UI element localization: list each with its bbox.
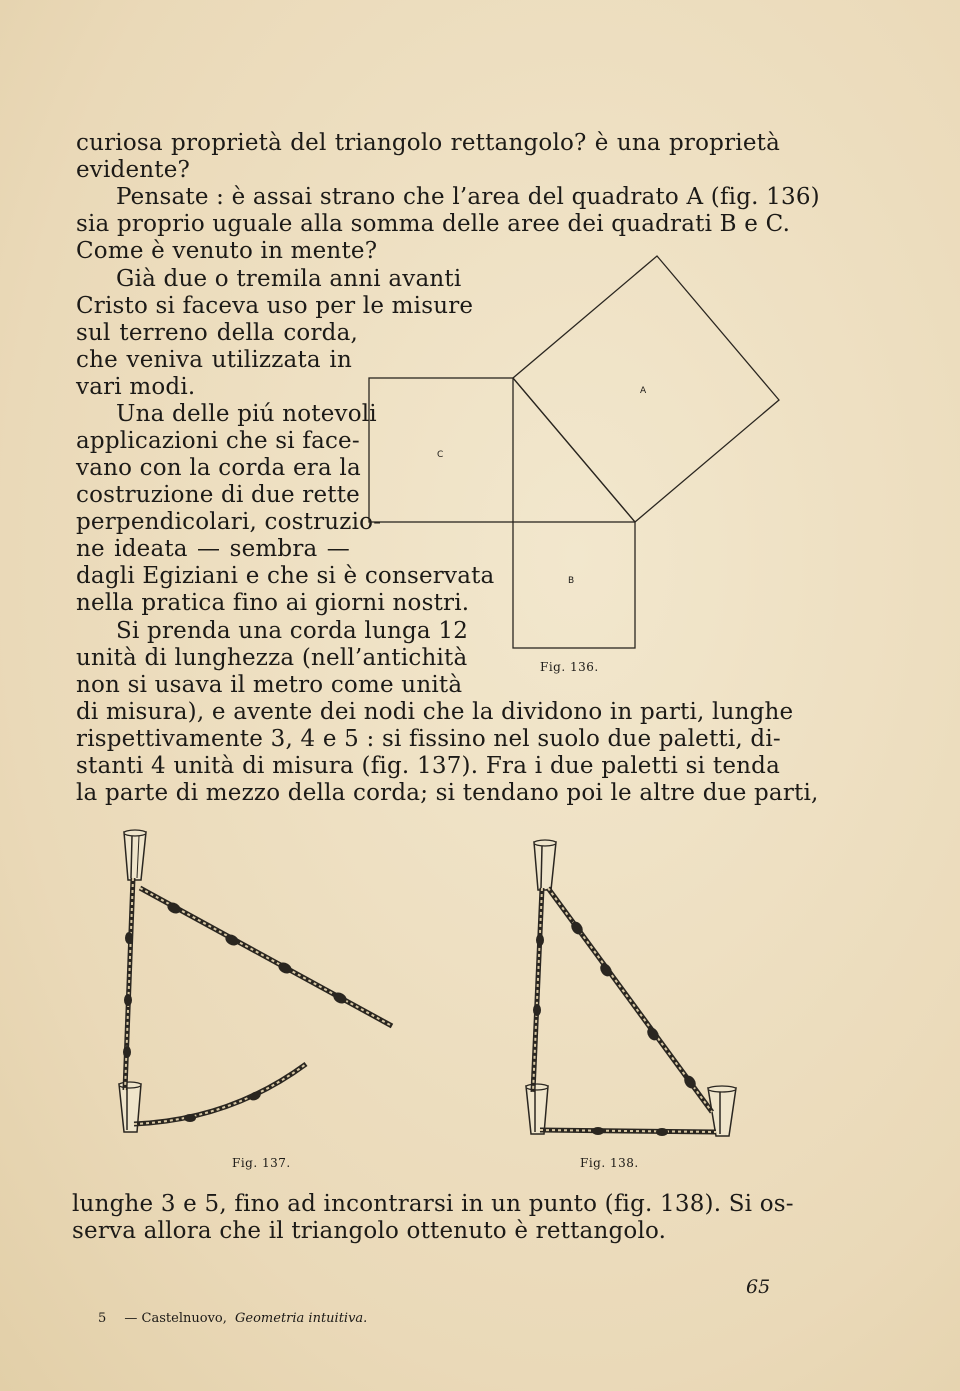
- text-line: ne ideata — sembra —: [76, 536, 350, 562]
- text-line: sia proprio uguale alla somma delle aree dei quadrati B e C.: [76, 211, 791, 237]
- text-line: Già due o tremila anni avanti: [116, 266, 462, 292]
- footer-author: — Castelnuovo,: [124, 1311, 227, 1326]
- text-line: lunghe 3 e 5, fino ad incontrarsi in un punto (fig. 138). Si os-: [72, 1191, 794, 1217]
- text-line: unità di lunghezza (nell’antichità: [76, 645, 468, 671]
- text-line: vari modi.: [76, 374, 196, 400]
- text-line: di misura), e avente dei nodi che la dividono in parti, lunghe: [76, 699, 794, 725]
- text-line: serva allora che il triangolo ottenuto è rettangolo.: [72, 1218, 667, 1244]
- figure-136-caption: Fig. 136.: [540, 660, 599, 674]
- text-line: nella pratica fino ai giorni nostri.: [76, 590, 470, 616]
- text-line: vano con la corda era la: [76, 455, 361, 481]
- text-line: applicazioni che si face-: [76, 428, 360, 454]
- text-line: Pensate : è assai strano che l’area del quadrato A (fig. 136): [116, 184, 820, 210]
- text-line: Cristo si faceva uso per le misure: [76, 293, 474, 319]
- page-number: 65: [746, 1276, 771, 1298]
- footer-sheet-number: 5: [98, 1311, 107, 1326]
- text-line: non si usava il metro come unità: [76, 672, 463, 698]
- text-line: evidente?: [76, 157, 191, 183]
- figure-138-caption: Fig. 138.: [580, 1156, 639, 1170]
- text-line: rispettivamente 3, 4 e 5 : si fissino nel suolo due paletti, di-: [76, 726, 781, 752]
- stake-left: [526, 1084, 548, 1134]
- text-line: Una delle piú notevoli: [116, 401, 377, 427]
- text-line: curiosa proprietà del triangolo rettangolo? è una proprietà: [76, 130, 780, 156]
- text-line: stanti 4 unità di misura (fig. 137). Fra i due paletti si tenda: [76, 753, 780, 779]
- footer-title: Geometria intuitiva.: [235, 1311, 368, 1326]
- text-line: dagli Egiziani e che si è conservata: [76, 563, 495, 589]
- stake-apex: [534, 840, 556, 890]
- label-a: A: [640, 386, 647, 396]
- text-line: perpendicolari, costruzio-: [76, 509, 382, 535]
- text-line: Si prenda una corda lunga 12: [116, 618, 469, 644]
- text-line: sul terreno della corda,: [76, 320, 358, 346]
- text-line: costruzione di due rette: [76, 482, 360, 508]
- label-c: C: [437, 450, 444, 460]
- footer-signature: [98, 1311, 367, 1326]
- label-b: B: [568, 576, 575, 586]
- text-line: che veniva utilizzata in: [76, 347, 352, 373]
- figure-137-caption: Fig. 137.: [232, 1156, 291, 1170]
- text-line: la parte di mezzo della corda; si tendano poi le altre due parti,: [76, 780, 819, 806]
- text-line: Come è venuto in mente?: [76, 238, 378, 264]
